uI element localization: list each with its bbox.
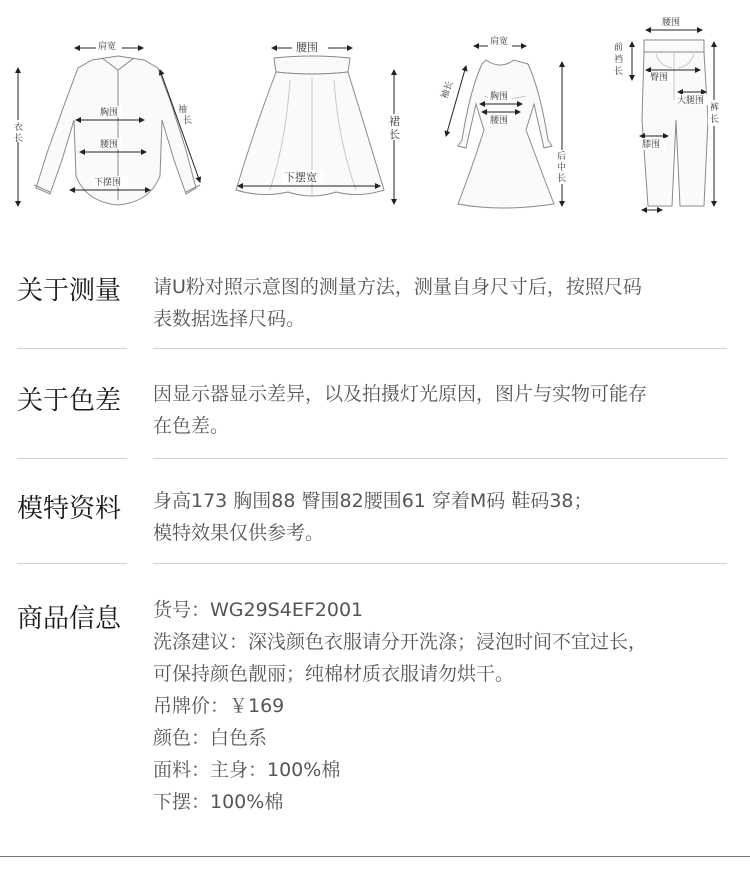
section-line: 身高173 胸围88 臀围82腰围61 穿着M码 鞋码38； [153,490,593,512]
product-wash-advice: 洗涤建议：深浅颜色衣服请分开洗涤；浸泡时间不宜过长， [153,631,648,653]
divider [153,348,727,349]
shirt-sleeve-label-1: 袖 [178,105,188,115]
section-body [153,378,743,442]
pants-length-label-2: 长 [710,115,720,125]
shirt-shoulder-label: 肩宽 [98,42,117,52]
divider [153,458,727,459]
divider [17,563,127,564]
dress-back-label-1: 后 [557,152,567,162]
shirt-hem-label: 下摆围 [94,178,122,188]
bottom-divider [0,856,750,857]
divider [17,348,127,349]
product-tag-price: 吊牌价：￥169 [153,695,285,717]
shirt-length-label-1: 衣 [14,123,24,133]
section-title: 关于色差 [17,386,122,416]
pants-rise-label-3: 长 [614,67,624,77]
divider [17,458,127,459]
measurement-diagrams [0,0,750,230]
section-line: 请U粉对照示意图的测量方法，测量自身尺寸后，按照尺码 [153,276,642,298]
dress-chest-label: 胸围 [490,92,509,102]
pants-rise-label-1: 前 [614,43,624,53]
product-color: 颜色：白色系 [153,727,268,749]
dress-shoulder-label: 肩宽 [490,37,509,47]
section-title: 模特资料 [17,494,122,524]
skirt-length-label-2: 长 [389,128,400,141]
pants-hip-label: 臀围 [650,73,669,83]
shirt-length-label-2: 长 [14,134,24,144]
pants-waist-label: 腰围 [662,18,681,28]
shirt-chest-label: 胸围 [100,108,119,118]
pants-knee-label: 膝围 [642,140,661,150]
skirt-waist-label: 腰围 [296,41,318,54]
product-wash-advice-cont: 可保持颜色靓丽；纯棉材质衣服请勿烘干。 [153,663,515,685]
pants-thigh-label: 大腿围 [677,96,705,106]
section-line: 因显示器显示差异，以及拍摄灯光原因，图片与实物可能存 [153,383,648,405]
pants-length-label-1: 裤 [710,103,720,113]
dress-sleeve-label: 袖长 [439,79,456,101]
section-line: 在色差。 [153,415,230,437]
section-body [153,594,743,818]
product-fabric: 面料：主身：100%棉 [153,759,341,781]
shirt-sleeve-label-2: 长 [183,116,193,126]
shirt-waist-label: 腰围 [100,140,119,150]
divider [153,563,727,564]
pants-diagram [642,40,708,206]
section-body [153,271,743,335]
section-title: 关于测量 [17,276,122,306]
skirt-hem-label: 下摆宽 [284,171,317,184]
skirt-length-label-1: 裙 [389,115,400,128]
section-line: 表数据选择尺码。 [153,308,306,330]
measurement-diagrams-svg [0,0,750,230]
product-sku: 货号：WG29S4EF2001 [153,599,364,621]
section-line: 模特效果仅供参考。 [153,522,325,544]
section-title: 商品信息 [17,604,122,634]
product-hem-fabric: 下摆：100%棉 [153,791,284,813]
dress-back-label-2: 中 [557,163,567,173]
dress-waist-label: 腰围 [490,116,509,126]
pants-rise-label-2: 裆 [614,55,624,65]
section-body [153,485,743,549]
dress-diagram [458,60,554,208]
dress-back-label-3: 长 [557,174,567,184]
